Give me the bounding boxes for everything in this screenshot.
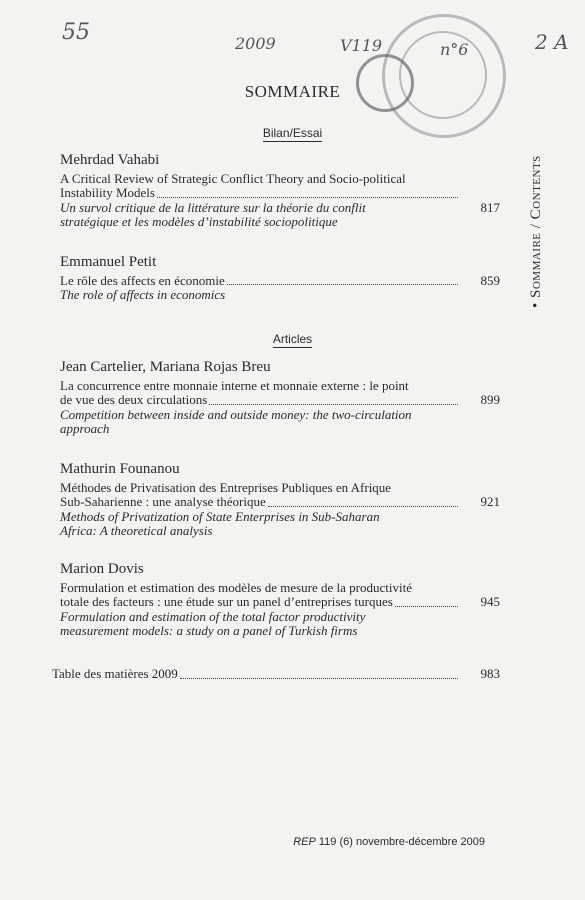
entry-page-number: 817 [480, 199, 500, 215]
entry-author: Marion Dovis [60, 561, 144, 577]
leader-dots [209, 403, 458, 405]
toc-entry[interactable] [60, 153, 500, 230]
entry-translation-line: Un survol critique de la littérature sur la théorie du conflit [60, 199, 366, 215]
toc-annual-page: 983 [480, 666, 500, 681]
entry-page-number: 859 [480, 272, 500, 288]
entry-title-line: de vue des deux circulations [60, 392, 208, 407]
leader-dots [395, 605, 458, 607]
entry-author: Emmanuel Petit [60, 254, 157, 270]
toc-annual-label: Table des matières 2009 [52, 666, 178, 681]
entry-translation-line: measurement models: a study on a panel of Turkish firms [60, 623, 358, 638]
issue-footer [0, 836, 485, 848]
entry-translation-line: The role of affects in economics [60, 287, 226, 302]
entry-author: Mathurin Founanou [60, 461, 180, 477]
leader-dots [180, 677, 458, 679]
entry-page-number: 899 [480, 392, 500, 407]
handwritten-year: 2009 [235, 34, 276, 53]
handwritten-mark: 2 A [535, 30, 569, 54]
leader-dots [157, 196, 458, 198]
entry-title-line: La concurrence entre monnaie interne et monnaie externe : le point [60, 377, 409, 393]
entry-title-line: A Critical Review of Strategic Conflict Theory and Socio-political [60, 170, 406, 186]
toc-entry[interactable] [60, 255, 500, 303]
entry-title-line: Sub-Saharienne : une analyse théorique [60, 494, 266, 509]
side-running-header: • Sommaire / Contents [528, 155, 544, 308]
page-title: SOMMAIRE [244, 82, 341, 101]
entry-author: Mehrdad Vahabi [60, 152, 160, 168]
handwritten-volume: V119 [340, 36, 383, 55]
toc-entry[interactable] [60, 360, 500, 437]
entry-page-number: 945 [480, 594, 500, 609]
section-heading: Bilan/Essai [262, 126, 323, 140]
entry-page-number: 921 [480, 494, 500, 509]
toc-annual-index[interactable] [52, 666, 500, 682]
entry-title-line: Formulation et estimation des modèles de mesure de la productivité [60, 579, 412, 595]
entry-title-line: Instability Models [60, 185, 155, 200]
entry-translation-line: Formulation and estimation of the total factor productivity [60, 608, 366, 624]
entry-translation-line: Africa: A theoretical analysis [60, 523, 213, 538]
leader-dots [268, 505, 458, 507]
toc-entry[interactable] [60, 562, 500, 639]
entry-title-line: totale des facteurs : une étude sur un panel d’entreprises turques [60, 594, 393, 609]
entry-translation-line: approach [60, 421, 110, 436]
journal-abbrev: REP [293, 836, 316, 848]
entry-title-line: Méthodes de Privatisation des Entreprises Publiques en Afrique [60, 479, 392, 495]
handwritten-note: 55 [62, 20, 90, 45]
entry-translation-line: Methods of Privatization of State Enterprises in Sub-Saharan [60, 508, 380, 524]
entry-translation-line: Competition between inside and outside money: the two-circulation [60, 406, 412, 422]
entry-author: Jean Cartelier, Mariana Rojas Breu [60, 359, 271, 375]
entry-title-line: Le rôle des affects en économie [60, 272, 225, 288]
toc-entry[interactable] [60, 462, 500, 539]
handwritten-issue: n°6 [440, 40, 469, 59]
issue-info: 119 (6) novembre-décembre 2009 [318, 836, 485, 848]
section-heading: Articles [272, 332, 313, 346]
entry-translation-line: stratégique et les modèles d’instabilité sociopolitique [60, 214, 338, 229]
leader-dots [227, 283, 458, 285]
